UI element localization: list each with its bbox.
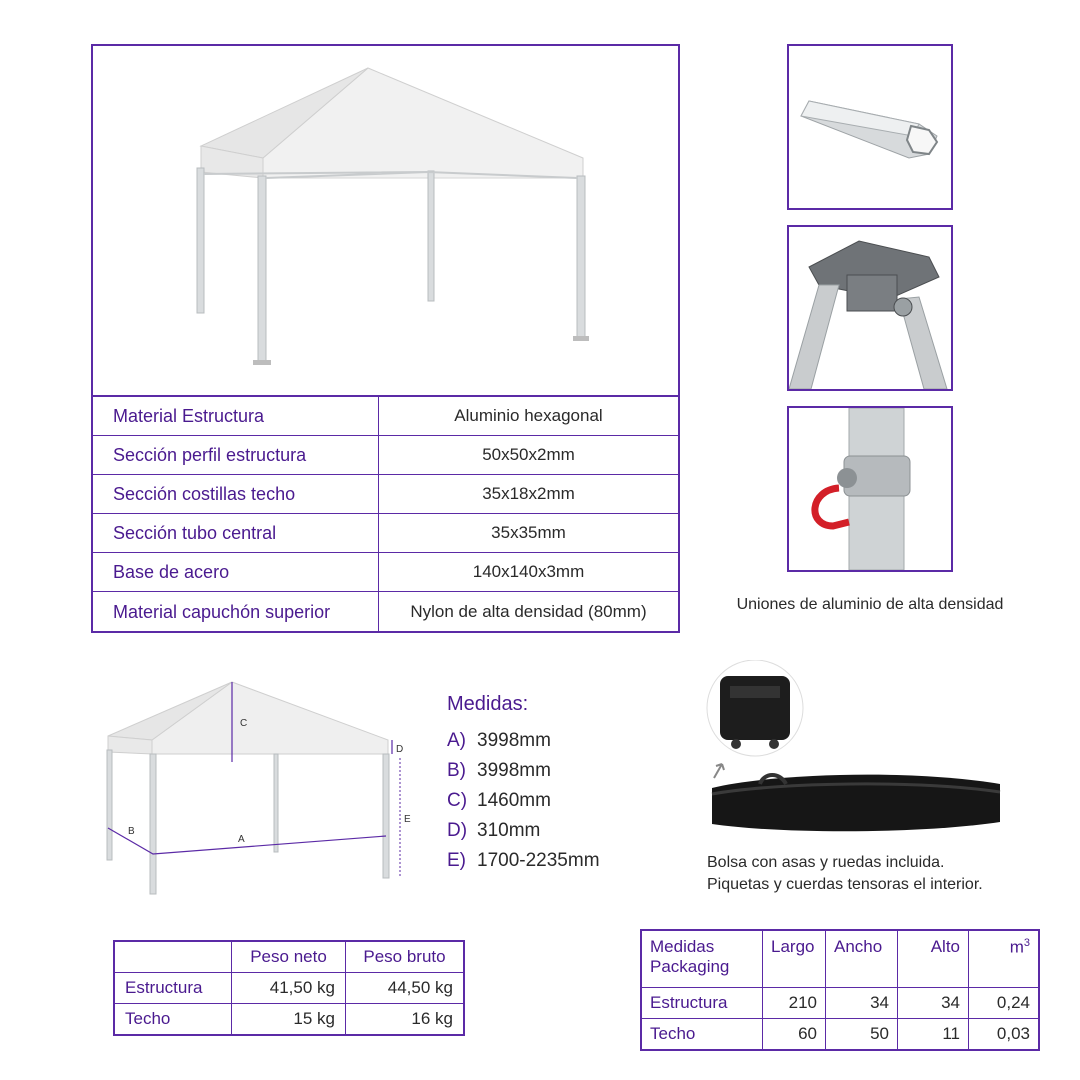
packaging-table [640,929,1040,1051]
weight-header-net: Peso neto [232,941,346,973]
weight-header-row [114,941,464,973]
spec-row [93,514,678,553]
dim-label-c: C [240,718,248,729]
bag-caption-line: Piquetas y cuerdas tensoras el interior. [707,876,983,893]
packaging-header-title: Medidas Packaging [641,930,763,988]
weight-row-label: Estructura [114,973,232,1004]
spec-table [93,395,678,632]
packaging-ancho: 50 [826,1019,898,1051]
weight-table [113,940,465,1036]
table-row [641,988,1039,1019]
spec-value: 140x140x3mm [379,553,679,592]
bag-caption [707,852,983,896]
weight-gross: 44,50 kg [346,973,465,1004]
lock-pin-photo [787,406,953,572]
measure-item: D) 310mm [447,820,541,841]
packaging-header-row [641,930,1039,988]
spec-value: Aluminio hexagonal [379,396,679,436]
packaging-row-label: Estructura [641,988,763,1019]
spec-label: Sección tubo central [93,514,379,553]
weight-gross: 16 kg [346,1004,465,1036]
spec-row [93,436,678,475]
spec-label: Material capuchón superior [93,592,379,633]
spec-row [93,592,678,633]
joints-caption: Uniones de aluminio de alta densidad [736,596,1004,613]
packaging-col-ancho: Ancho [826,930,898,988]
measure-item: B) 3998mm [447,760,551,781]
table-row [114,973,464,1004]
dim-label-b: B [128,826,135,837]
spec-value: 35x18x2mm [379,475,679,514]
dimension-diagram [100,676,420,906]
spec-value: Nylon de alta densidad (80mm) [410,602,647,621]
packaging-col-largo: Largo [763,930,826,988]
dim-label-a: A [238,834,245,845]
dim-label-d: D [396,744,404,755]
joint-photo [787,225,953,391]
weight-row-label: Techo [114,1004,232,1036]
spec-label: Material Estructura [93,396,379,436]
bag-caption-line: Bolsa con asas y ruedas incluida. [707,854,945,871]
packaging-largo: 210 [763,988,826,1019]
spec-row [93,553,678,592]
weight-net: 41,50 kg [232,973,346,1004]
packaging-col-alto: Alto [898,930,969,988]
weight-net: 15 kg [232,1004,346,1036]
packaging-alto: 11 [898,1019,969,1051]
measures-title: Medidas: [447,693,529,715]
spec-row [93,475,678,514]
joint-connector-icon [789,227,951,389]
bag-photo [700,660,1030,840]
packaging-ancho: 34 [826,988,898,1019]
packaging-m3: 0,24 [969,988,1040,1019]
lock-pin-icon [789,408,951,570]
spec-label: Base de acero [93,553,379,592]
spec-value: 50x50x2mm [379,436,679,475]
measure-item: C) 1460mm [447,790,551,811]
spec-label: Sección costillas techo [93,475,379,514]
spec-row [93,396,678,436]
dim-label-e: E [404,814,411,825]
packaging-m3: 0,03 [969,1019,1040,1051]
packaging-largo: 60 [763,1019,826,1051]
hexagonal-profile-photo [787,44,953,210]
spec-value: 35x35mm [379,514,679,553]
packaging-row-label: Techo [641,1019,763,1051]
packaging-alto: 34 [898,988,969,1019]
measure-item: A) 3998mm [447,730,551,751]
main-product-frame [91,44,680,633]
table-row [114,1004,464,1036]
gazebo-photo [93,46,678,394]
table-row [641,1019,1039,1051]
spec-label: Sección perfil estructura [93,436,379,475]
measure-item: E) 1700-2235mm [447,850,600,871]
weight-header-gross: Peso bruto [346,941,465,973]
arrow-icon [714,764,724,778]
hexagonal-profile-icon [789,46,951,208]
packaging-col-m3: $m^3$ [969,930,1040,988]
